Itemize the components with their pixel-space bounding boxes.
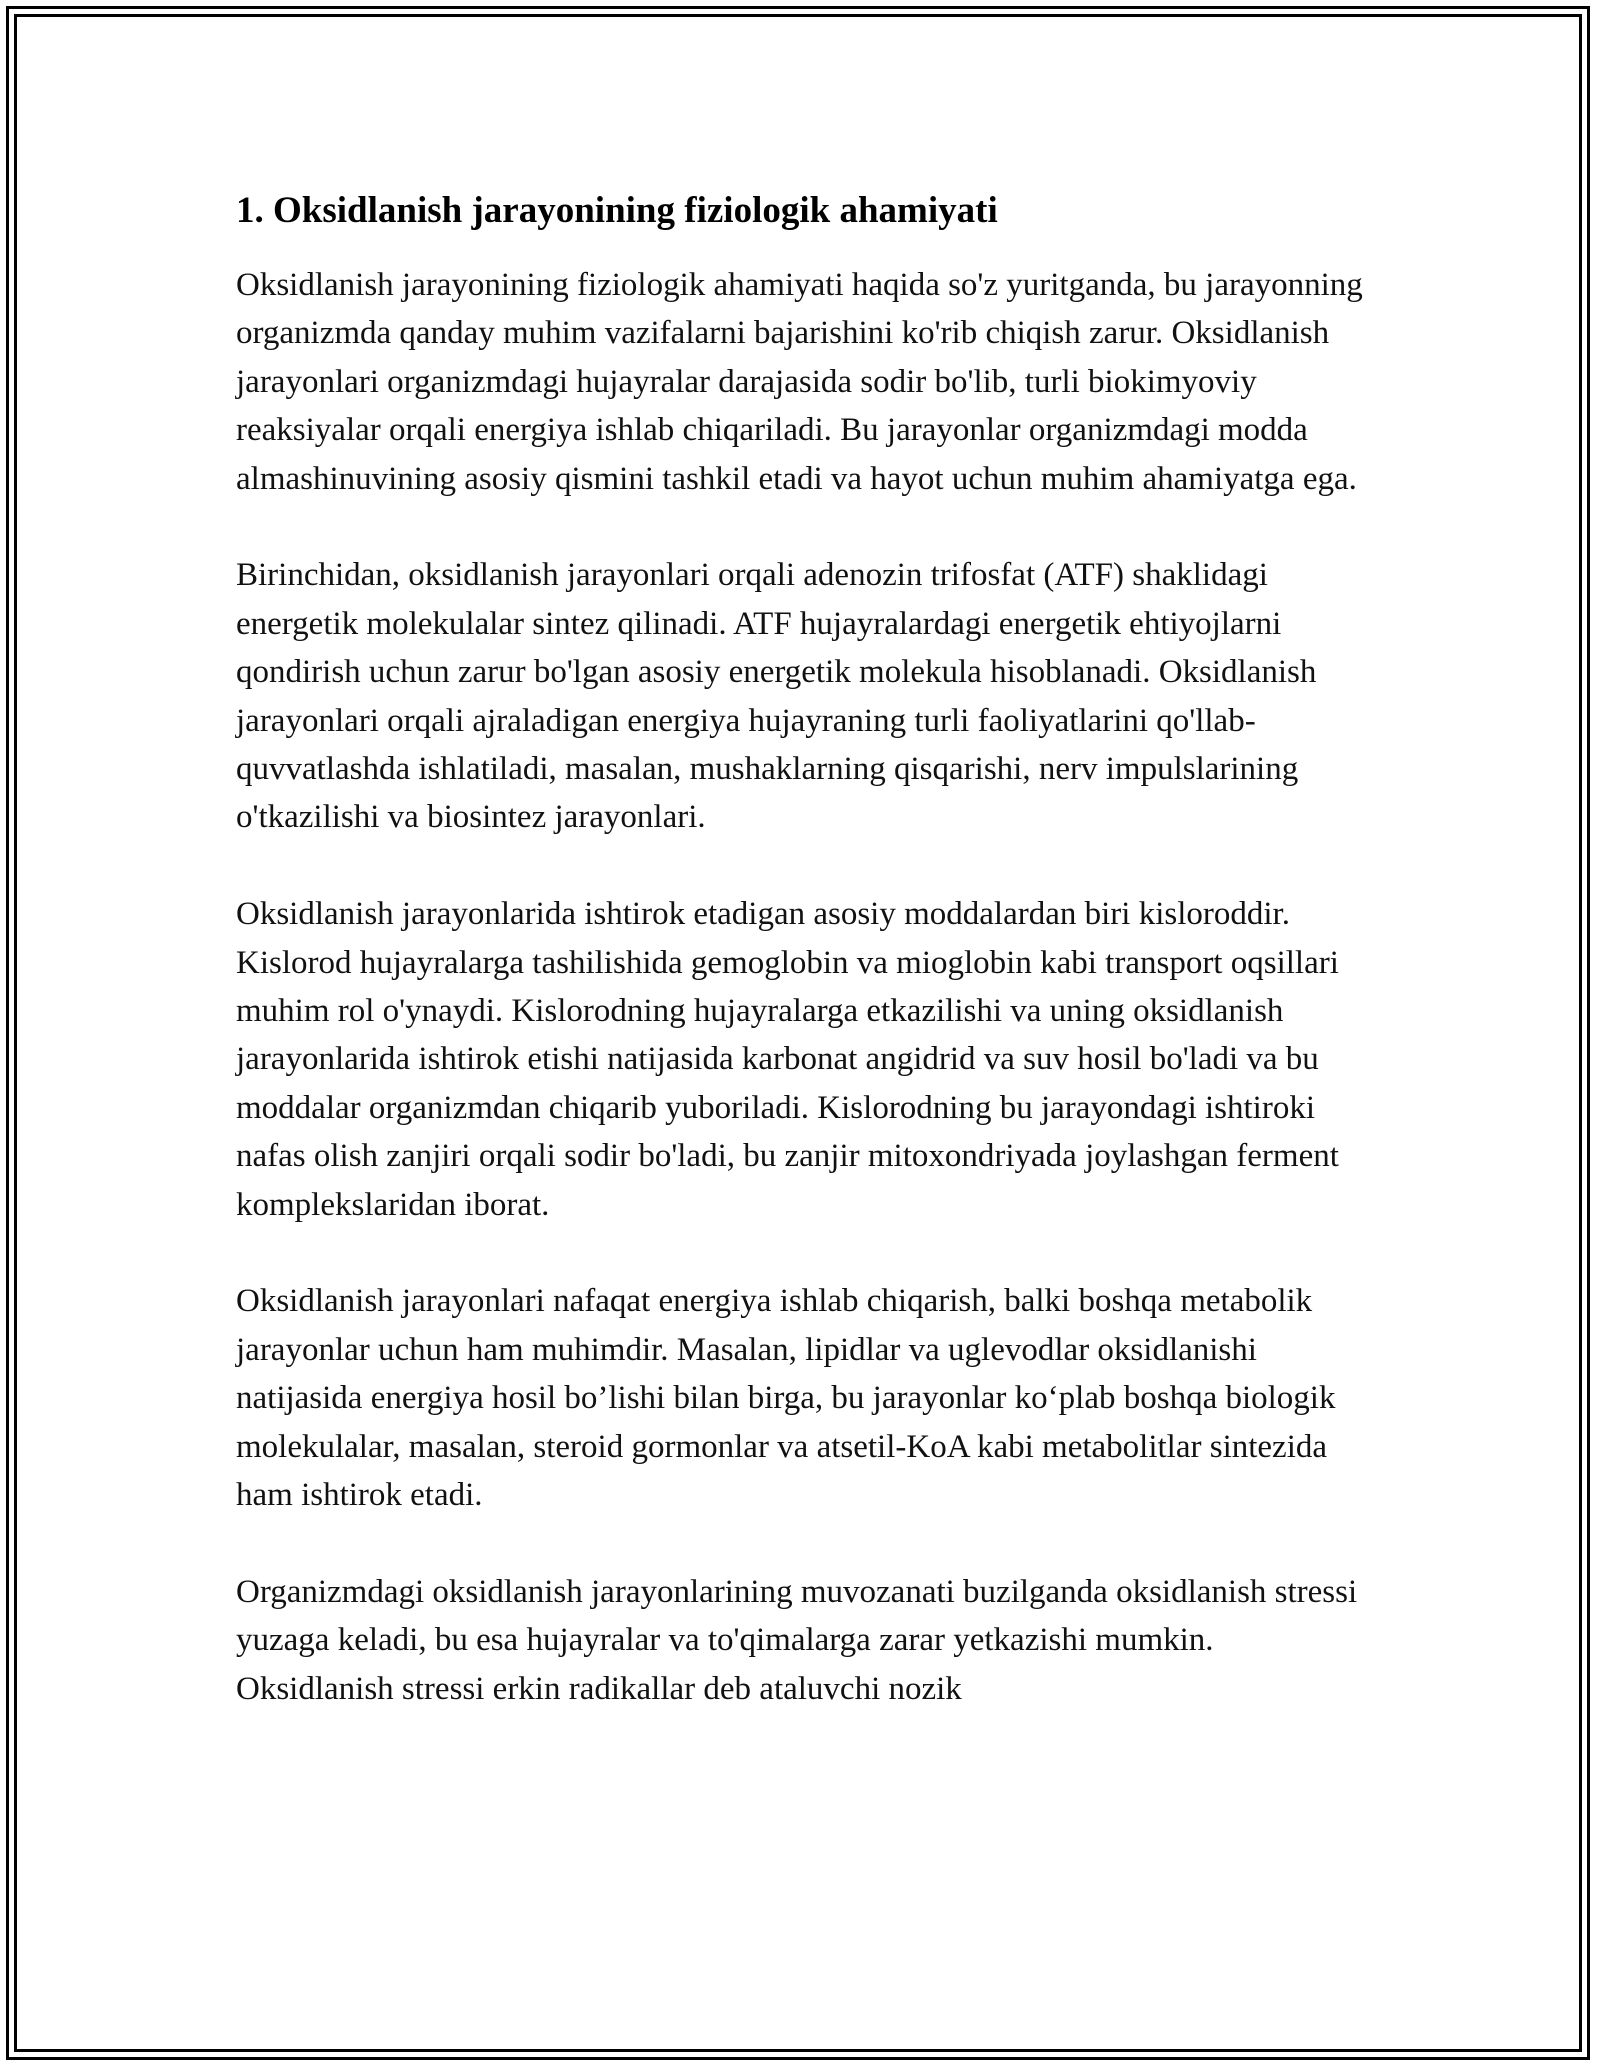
paragraph-4: Oksidlanish jarayonlari nafaqat energiya ishlab chiqarish, balki boshqa metabolik jarayonlar uchun ham muhimdir. Masalan, lipidlar va uglevodlar oksidlanishi natijasida energiya hosil bo’lishi bilan birga, bu jarayonlar ko‘plab boshqa biologik molekulalar, masalan, steroid gormonlar va atsetil-KoA kabi metabolitlar sintezida ham ishtirok etadi. xyxy=(236,1283,1336,1514)
paragraph-1: Oksidlanish jarayonining fiziologik ahamiyati haqida so'z yuritganda, bu jarayonning organizmda qanday muhim vazifalarni bajarishini ko'rib chiqish zarur. Oksidlanish jarayonlari organizmdagi hujayralar darajasida sodir bo'lib, turli biokimyoviy reaksiyalar orqali energiya ishlab chiqariladi. Bu jarayonlar organizmdagi modda almashinuvining asosiy qismini tashkil etadi va hayot uchun muhim ahamiyatga ega. xyxy=(236,267,1363,497)
section-heading: 1. Oksidlanish jarayonining fiziologik ahamiyati xyxy=(236,190,998,231)
document-body xyxy=(236,185,1376,1762)
paragraph-5: Organizmdagi oksidlanish jarayonlarining muvozanati buzilganda oksidlanish stressi yuzaga keladi, bu esa hujayralar va to'qimalarga zarar yetkazishi mumkin. Oksidlanish stressi erkin radikallar deb ataluvchi nozik xyxy=(236,1573,1358,1707)
paragraph-2: Birinchidan, oksidlanish jarayonlari orqali adenozin trifosfat (ATF) shaklidagi energetik molekulalar sintez qilinadi. ATF hujayralardagi energetik ehtiyojlarni qondirish uchun zarur bo'lgan asosiy energetik molekula hisoblanadi. Oksidlanish jarayonlari orqali ajraladigan energiya hujayraning turli faoliyatlarini qo'llab-quvvatlashda ishlatiladi, masalan, mushaklarning qisqarishi, nerv impulslarining o'tkazilishi va biosintez jarayonlari. xyxy=(236,557,1317,836)
paragraph-3: Oksidlanish jarayonlarida ishtirok etadigan asosiy moddalardan biri kisloroddir. Kislorod hujayralarga tashilishida gemoglobin va mioglobin kabi transport oqsillari muhim rol o'ynaydi. Kislorodning hujayralarga etkazilishi va uning oksidlanish jarayonlarida ishtirok etishi natijasida karbonat angidrid va suv hosil bo'ladi va bu moddalar organizmdan chiqarib yuboriladi. Kislorodning bu jarayondagi ishtiroki nafas olish zanjiri orqali sodir bo'ladi, bu zanjir mitoxondriyada joylashgan ferment komplekslaridan iborat. xyxy=(236,896,1339,1223)
